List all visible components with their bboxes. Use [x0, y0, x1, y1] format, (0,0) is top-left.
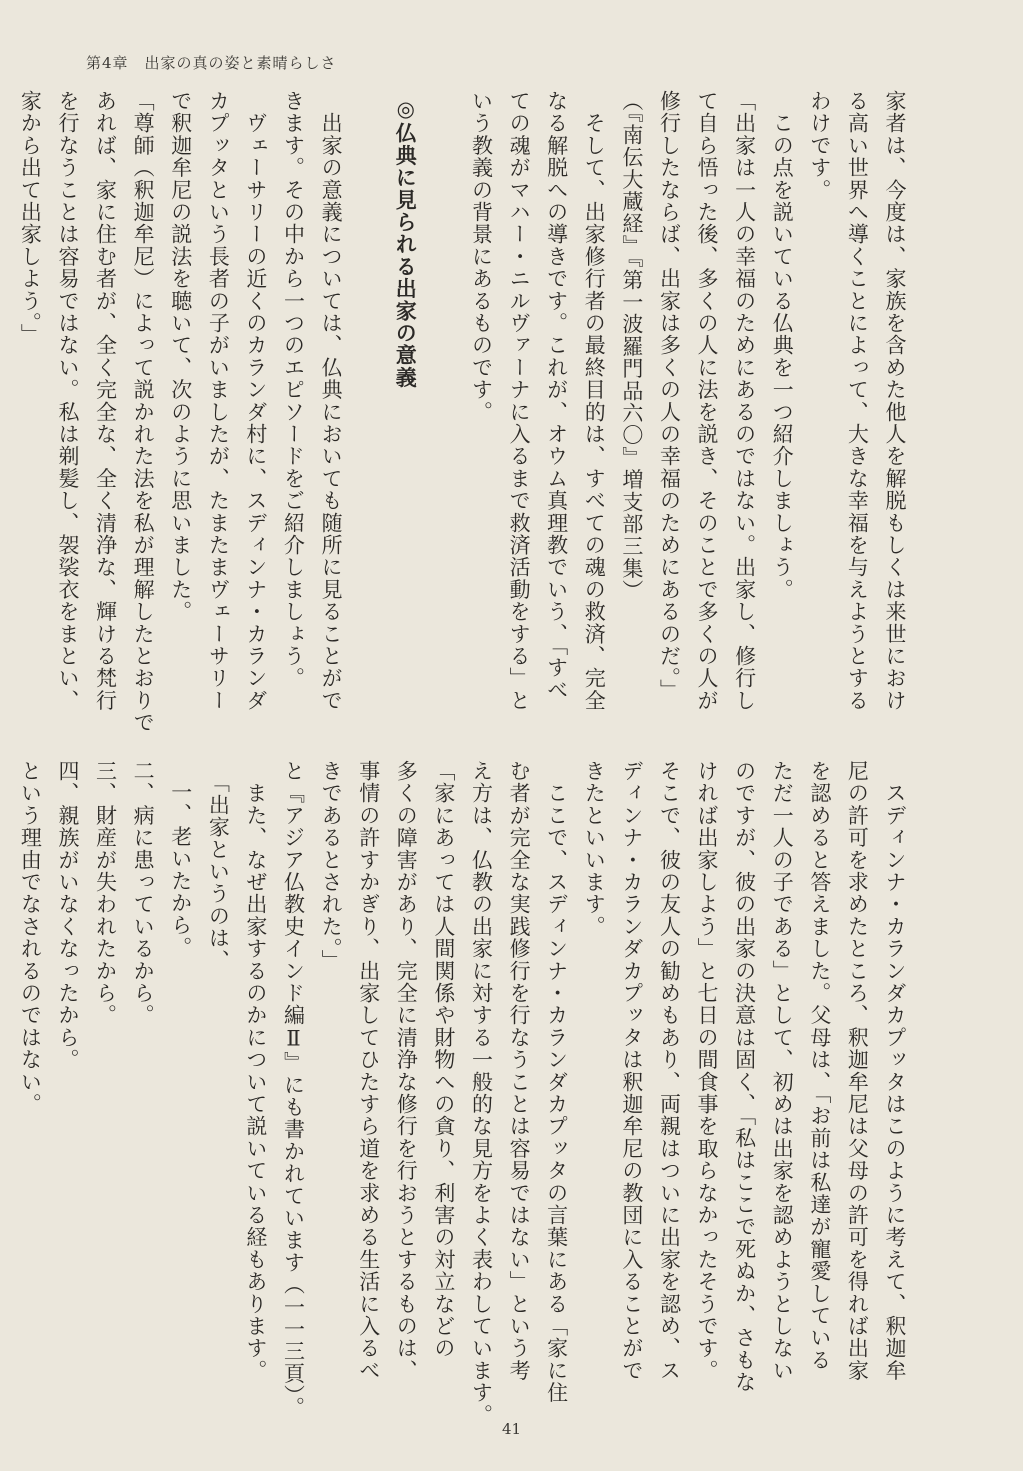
text-line: きます。その中から一つのエピソードをご紹介しましょう。 [281, 90, 306, 690]
text-line: る高い世界へ導くことによって、大きな幸福を与えようとする [845, 90, 870, 712]
text-line: のですが、彼の出家の決意は固く、「私はここで死ぬか、さもな [732, 760, 757, 1394]
text-line: で釈迦牟尼の説法を聴いて、次のように思いました。 [168, 90, 193, 623]
text-line: ただ一人の子である」として、初めは出家を認めようとしない [770, 760, 795, 1382]
quote-line: 「出家は一人の幸福のためにあるのではない。出家し、修行し [732, 90, 757, 712]
text-line: ければ出家しよう」と七日の間食事を取らなかったそうです。 [695, 760, 720, 1382]
text-line: いう教義の背景にあるものです。 [469, 90, 494, 423]
text-line: と『アジア仏教史インド編Ⅱ』にも書かれています（一一三頁）。 [281, 760, 306, 1419]
text-line: ヴェーサリーの近くのカランダ村に、スディンナ・カランダ [243, 90, 268, 712]
list-item: 三、財産が失われたから。 [93, 760, 118, 1027]
text-line: そこで、彼の友人の勧めもあり、両親はついに出家を認め、ス [657, 760, 682, 1382]
quote-line: 多くの障害があり、完全に清浄な修行を行おうとするものは、 [394, 760, 419, 1382]
quote-line: 修行したならば、出家は多くの人の幸福のためにあるのだ。」 [657, 90, 682, 702]
text-line: 尼の許可を求めたところ、釈迦牟尼は父母の許可を得れば出家 [845, 760, 870, 1382]
quote-line: 家から出て出家しよう。」 [18, 90, 43, 346]
text-line: そして、出家修行者の最終目的は、すべての魂の救済、完全 [582, 90, 607, 712]
quote-line: 「尊師（釈迦牟尼）によって説かれた法を私が理解したとおりで [131, 90, 156, 734]
blank-line [349, 90, 387, 730]
text-line: カプッタという長者の子がいましたが、たまたまヴェーサリー [206, 90, 231, 712]
text-line: ディンナ・カランダカプッタは釈迦牟尼の教団に入ることがで [619, 760, 644, 1382]
lower-text-block [18, 760, 913, 1426]
list-item: 一、老いたから。 [168, 781, 193, 959]
blank-line [424, 90, 462, 730]
upper-text-block [18, 90, 913, 734]
running-header: 第4章 出家の真の姿と素晴らしさ [86, 54, 337, 72]
quote-line: あれば、家に住む者が、全く完全な、全く清浄な、輝ける梵行 [93, 90, 118, 712]
quote-line: きであるとされた。」 [319, 760, 344, 972]
page-number: 41 [501, 1420, 522, 1438]
list-item: 四、親族がいなくなったから。 [55, 760, 80, 1071]
text-line: ここで、スディンナ・カランダカプッタの言葉にある「家に住 [544, 760, 569, 1404]
text-line: また、なぜ出家するのかについて説いている経もあります。 [243, 760, 268, 1382]
text-line: 家者は、今度は、家族を含めた他人を解脱もしくは来世におけ [883, 90, 907, 712]
quote-line: を行なうことは容易ではない。私は剃髪し、袈裟衣をまとい、 [55, 90, 80, 712]
citation-line: （『南伝大蔵経』『第一波羅門品六〇』増支部三集） [619, 90, 644, 602]
section-heading: ◎仏典に見られる出家の意義 [393, 96, 419, 389]
text-line: ての魂がマハー・ニルヴァーナに入るまで救済活動をする」と [507, 90, 532, 712]
text-line: を認めると答えました。父母は、「お前は私達が寵愛している [807, 760, 832, 1372]
quote-line: 「家にあっては人間関係や財物への貪り、利害の対立などの [431, 760, 456, 1360]
text-line: 出家の意義については、仏典においても随所に見ることがで [319, 90, 344, 712]
text-line: え方は、仏教の出家に対する一般的な見方をよく表わしています。 [469, 760, 494, 1426]
text-line: という理由でなされるのではない。 [18, 760, 43, 1116]
text-line: なる解脱への導きです。これが、オウム真理教でいう、「すべ [544, 90, 569, 702]
quote-line: 「出家というのは、 [206, 760, 231, 972]
text-line: きたといいます。 [582, 760, 607, 938]
text-line: わけです。 [807, 90, 832, 201]
quote-line: て自ら悟った後、多くの人に法を説き、そのことで多くの人が [695, 90, 720, 712]
text-line: む者が完全な実践修行を行なうことは容易ではない」という考 [507, 760, 532, 1382]
text-line: スディンナ・カランダカプッタはこのように考えて、釈迦牟 [883, 760, 907, 1382]
text-line: この点を説いている仏典を一つ紹介しましょう。 [770, 90, 795, 601]
quote-line: 事情の許すかぎり、出家してひたすら道を求める生活に入るべ [356, 760, 381, 1382]
list-item: 二、病に患っているから。 [131, 760, 156, 1027]
